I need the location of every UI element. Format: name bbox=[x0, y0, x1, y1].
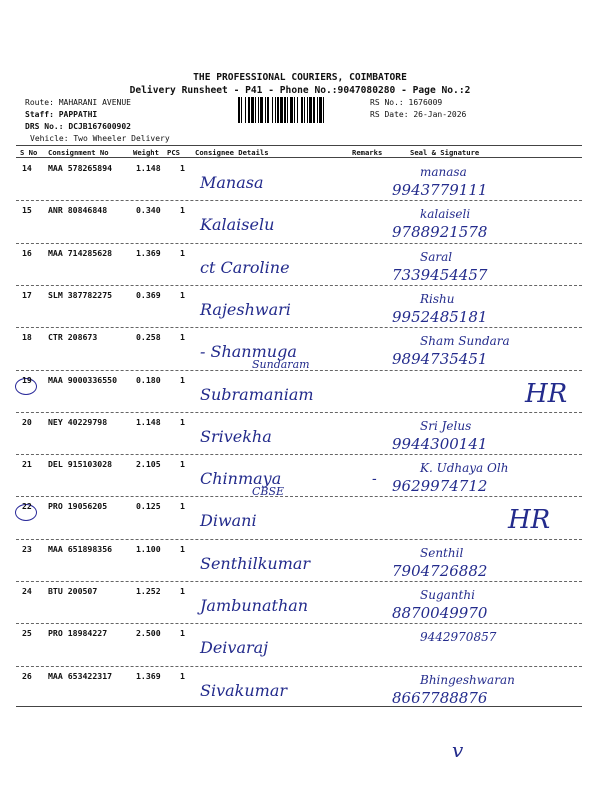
row-consignee-handwriting: Chinmaya bbox=[200, 469, 282, 489]
row-weight: 0.125 bbox=[136, 501, 161, 512]
row-consignment-no: PRO 19056205 bbox=[48, 501, 108, 512]
row-seal-handwriting: 9894735451 bbox=[392, 350, 488, 369]
row-weight: 2.105 bbox=[136, 459, 161, 470]
col-remarks: Remarks bbox=[352, 148, 383, 157]
row-divider bbox=[16, 327, 582, 328]
row-consignment-no: MAA 578265894 bbox=[48, 163, 113, 173]
row-weight: 0.180 bbox=[136, 374, 161, 385]
row-consignee-handwriting: Jambunathan bbox=[200, 596, 309, 615]
row-divider bbox=[16, 285, 582, 286]
company-title: THE PROFESSIONAL COURIERS, COIMBATORE bbox=[193, 72, 407, 83]
row-seal-handwriting: 9788921578 bbox=[392, 223, 488, 242]
route-text: Route: MAHARANI AVENUE bbox=[25, 98, 131, 107]
row-weight: 2.500 bbox=[136, 628, 161, 639]
row-consignee-handwriting: Deivaraj bbox=[200, 638, 269, 658]
row-seal-handwriting: 9944300141 bbox=[392, 434, 488, 453]
row-sno: 14 bbox=[22, 163, 32, 173]
row-seal-handwriting: 9442970857 bbox=[420, 630, 497, 645]
row-consignee-handwriting: Srivekha bbox=[200, 426, 272, 446]
row-seal-handwriting: 7339454457 bbox=[392, 265, 488, 284]
row-seal-handwriting: Saral bbox=[420, 249, 453, 264]
row-consignee-handwriting: Kalaiselu bbox=[200, 215, 275, 235]
rs-date: RS Date: 26-Jan-2026 bbox=[370, 110, 467, 119]
row-consignee-handwriting: Diwani bbox=[200, 511, 257, 531]
row-divider bbox=[16, 200, 582, 201]
col-pcs: PCS bbox=[167, 148, 180, 157]
row-seal-handwriting: 9952485181 bbox=[392, 307, 488, 326]
row-weight: 1.100 bbox=[136, 543, 161, 554]
row-weight: 0.340 bbox=[136, 205, 161, 216]
row-seal-handwriting: Bhingeshwaran bbox=[420, 672, 515, 687]
row-consignment-no: PRO 18984227 bbox=[48, 628, 108, 639]
row-divider bbox=[16, 243, 582, 244]
col-consignee: Consignee Details bbox=[195, 148, 269, 157]
table-bottom-rule bbox=[16, 706, 582, 707]
row-weight: 1.148 bbox=[136, 416, 161, 427]
row-consignment-no: SLM 387782275 bbox=[48, 289, 113, 300]
col-consignment: Consignment No bbox=[48, 148, 109, 157]
row-consignment-no: MAA 714285628 bbox=[48, 247, 113, 258]
row-sno: 24 bbox=[22, 586, 32, 596]
col-sno: S No bbox=[20, 148, 38, 157]
header-rule-top bbox=[16, 145, 582, 146]
row-seal-handwriting: 8667788876 bbox=[392, 688, 488, 707]
drs-number: DRS No.: DCJB167600902 bbox=[25, 122, 131, 131]
row-weight: 0.369 bbox=[136, 289, 161, 300]
row-divider bbox=[16, 623, 582, 624]
row-consignment-no: BTU 200507 bbox=[48, 586, 98, 596]
row-seal-handwriting: Rishu bbox=[420, 291, 455, 306]
vehicle-text: Vehicle: Two Wheeler Delivery bbox=[30, 134, 170, 143]
row-pcs: 1 bbox=[180, 543, 185, 554]
row-seal-handwriting: HR bbox=[525, 378, 568, 409]
barcode-image bbox=[238, 97, 364, 123]
row-consignee-handwriting: Rajeshwari bbox=[200, 299, 291, 319]
row-seal-handwriting: 7904726882 bbox=[392, 561, 488, 580]
row-sno: 25 bbox=[22, 628, 32, 639]
row-weight: 1.369 bbox=[136, 247, 161, 258]
row-consignee-handwriting-2: Sundaram bbox=[252, 358, 310, 372]
row-pcs: 1 bbox=[180, 628, 185, 639]
row-consignee-handwriting: - Shanmuga bbox=[200, 342, 297, 362]
row-sno: 17 bbox=[22, 289, 32, 300]
row-divider bbox=[16, 496, 582, 497]
row-consignee-handwriting: ct Caroline bbox=[200, 257, 290, 277]
row-pcs: 1 bbox=[180, 374, 185, 385]
row-divider bbox=[16, 581, 582, 582]
row-consignment-no: MAA 9000336550 bbox=[48, 374, 118, 385]
row-pcs: 1 bbox=[180, 670, 185, 681]
row-consignment-no: MAA 651898356 bbox=[48, 543, 113, 554]
row-sno: 16 bbox=[22, 247, 32, 258]
row-pcs: 1 bbox=[180, 163, 185, 173]
row-pcs: 1 bbox=[180, 289, 185, 300]
row-seal-handwriting: Senthil bbox=[420, 545, 464, 560]
row-seal-handwriting: Suganthi bbox=[420, 588, 475, 602]
row-consignee-handwriting-2: CBSE bbox=[252, 485, 285, 499]
row-remark-handwriting: - bbox=[372, 471, 377, 488]
row-sno: 18 bbox=[22, 332, 32, 343]
row-consignment-no: CTR 208673 bbox=[48, 332, 98, 343]
row-pcs: 1 bbox=[180, 332, 185, 343]
row-seal-handwriting: 9629974712 bbox=[392, 477, 488, 496]
row-sno: 22 bbox=[22, 501, 32, 512]
row-pcs: 1 bbox=[180, 586, 185, 596]
row-seal-handwriting: manasa bbox=[420, 165, 467, 179]
rs-number: RS No.: 1676009 bbox=[370, 98, 443, 107]
row-divider bbox=[16, 412, 582, 413]
row-seal-handwriting: Sri Jelus bbox=[420, 418, 472, 433]
row-sno: 20 bbox=[22, 416, 32, 427]
row-seal-handwriting: 9943779111 bbox=[392, 181, 488, 199]
row-weight: 1.369 bbox=[136, 670, 161, 681]
row-sno: 23 bbox=[22, 543, 32, 554]
row-pcs: 1 bbox=[180, 459, 185, 470]
row-weight: 1.252 bbox=[136, 586, 161, 596]
row-consignee-handwriting: Senthilkumar bbox=[200, 553, 311, 573]
row-seal-handwriting: 8870049970 bbox=[392, 604, 488, 622]
row-sno: 19 bbox=[22, 374, 32, 385]
row-consignee-handwriting: Manasa bbox=[200, 173, 264, 192]
row-seal-handwriting: Sham Sundara bbox=[420, 334, 510, 349]
staff-text: Staff: PAPPATHI bbox=[25, 110, 98, 119]
row-divider bbox=[16, 454, 582, 455]
row-seal-handwriting: K. Udhaya Olh bbox=[420, 461, 509, 476]
row-sno: 15 bbox=[22, 205, 32, 216]
row-divider bbox=[16, 539, 582, 540]
runsheet-title: Delivery Runsheet - P41 - Phone No.:9047080280 - Page No.:2 bbox=[129, 85, 471, 96]
row-divider bbox=[16, 666, 582, 667]
row-pcs: 1 bbox=[180, 205, 185, 216]
row-consignment-no: NEY 40229798 bbox=[48, 416, 108, 427]
row-consignment-no: ANR 80846848 bbox=[48, 205, 108, 216]
header-rule-bottom bbox=[16, 157, 582, 158]
row-sno: 26 bbox=[22, 670, 32, 681]
row-pcs: 1 bbox=[180, 247, 185, 258]
row-pcs: 1 bbox=[180, 416, 185, 427]
col-weight: Weight bbox=[133, 148, 159, 157]
col-seal: Seal & Signature bbox=[410, 148, 480, 157]
row-seal-handwriting: kalaiseli bbox=[420, 207, 471, 222]
row-consignee-handwriting: Subramaniam bbox=[200, 384, 314, 404]
footer-tick-mark: v bbox=[452, 738, 464, 762]
row-sno: 21 bbox=[22, 459, 32, 470]
row-consignee-handwriting: Sivakumar bbox=[200, 680, 288, 700]
row-weight: 0.258 bbox=[136, 332, 161, 343]
row-pcs: 1 bbox=[180, 501, 185, 512]
row-seal-handwriting: HR bbox=[508, 505, 551, 536]
row-consignment-no: MAA 653422317 bbox=[48, 670, 113, 681]
row-divider bbox=[16, 370, 582, 371]
row-consignment-no: DEL 915103028 bbox=[48, 459, 113, 470]
row-weight: 1.148 bbox=[136, 163, 161, 173]
